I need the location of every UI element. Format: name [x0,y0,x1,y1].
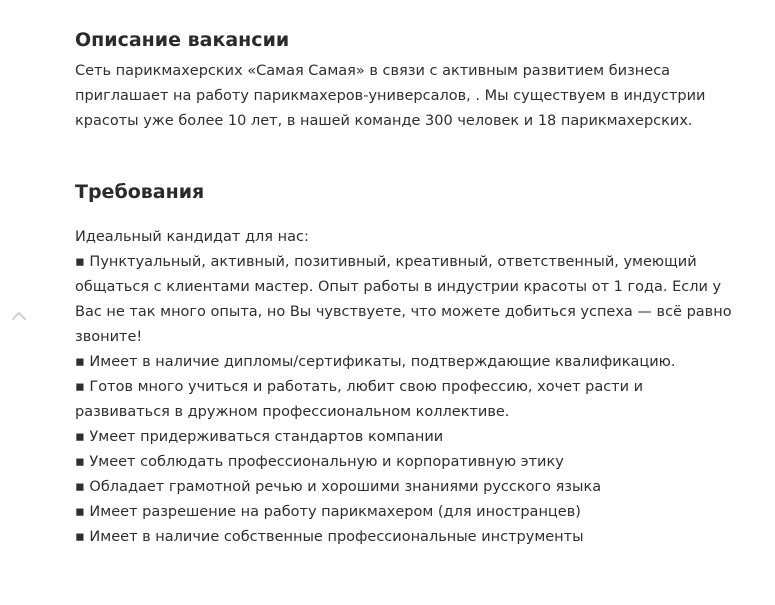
requirements-intro: Идеальный кандидат для нас: [75,229,309,245]
description-heading: Описание вакансии [75,29,290,51]
description-text: Сеть парикмахерских «Самая Самая» в связи с активным развитием бизнеса приглашает на работу парикмахеров-универсалов, . Мы существуем в индустрии красоты уже более 10 лет, в нашей команде 300 человек и 18 парикмахерских. [75,63,706,129]
requirement-item: ▪ Пунктуальный, активный, позитивный, креативный, ответственный, умеющий общаться с клиентами мастер. Опыт работы в индустрии красоты от 1 года. Если у Вас не так много опыта, но Вы чувствуете, что можете добиться успеха — всё равно звоните! [75,254,732,345]
requirement-item: ▪ Готов много учиться и работать, любит свою профессию, хочет расти и развиваться в дружном профессиональном коллективе. [75,379,644,420]
description-section [75,26,735,134]
vacancy-content [75,26,735,550]
requirements-section [75,178,735,550]
requirement-item: ▪ Имеет в наличие дипломы/сертификаты, подтверждающие квалификацию. [75,354,676,370]
requirements-heading: Требования [75,181,205,203]
requirement-item: ▪ Имеет разрешение на работу парикмахером (для иностранцев) [75,504,581,520]
requirement-item: ▪ Обладает грамотной речью и хорошими знаниями русского языка [75,479,602,495]
requirement-item: ▪ Имеет в наличие собственные профессиональные инструменты [75,529,584,545]
scroll-to-top-button[interactable] [10,307,28,325]
chevron-up-icon [10,307,28,325]
requirement-item: ▪ Умеет соблюдать профессиональную и корпоративную этику [75,454,564,470]
requirement-item: ▪ Умеет придерживаться стандартов компании [75,429,444,445]
